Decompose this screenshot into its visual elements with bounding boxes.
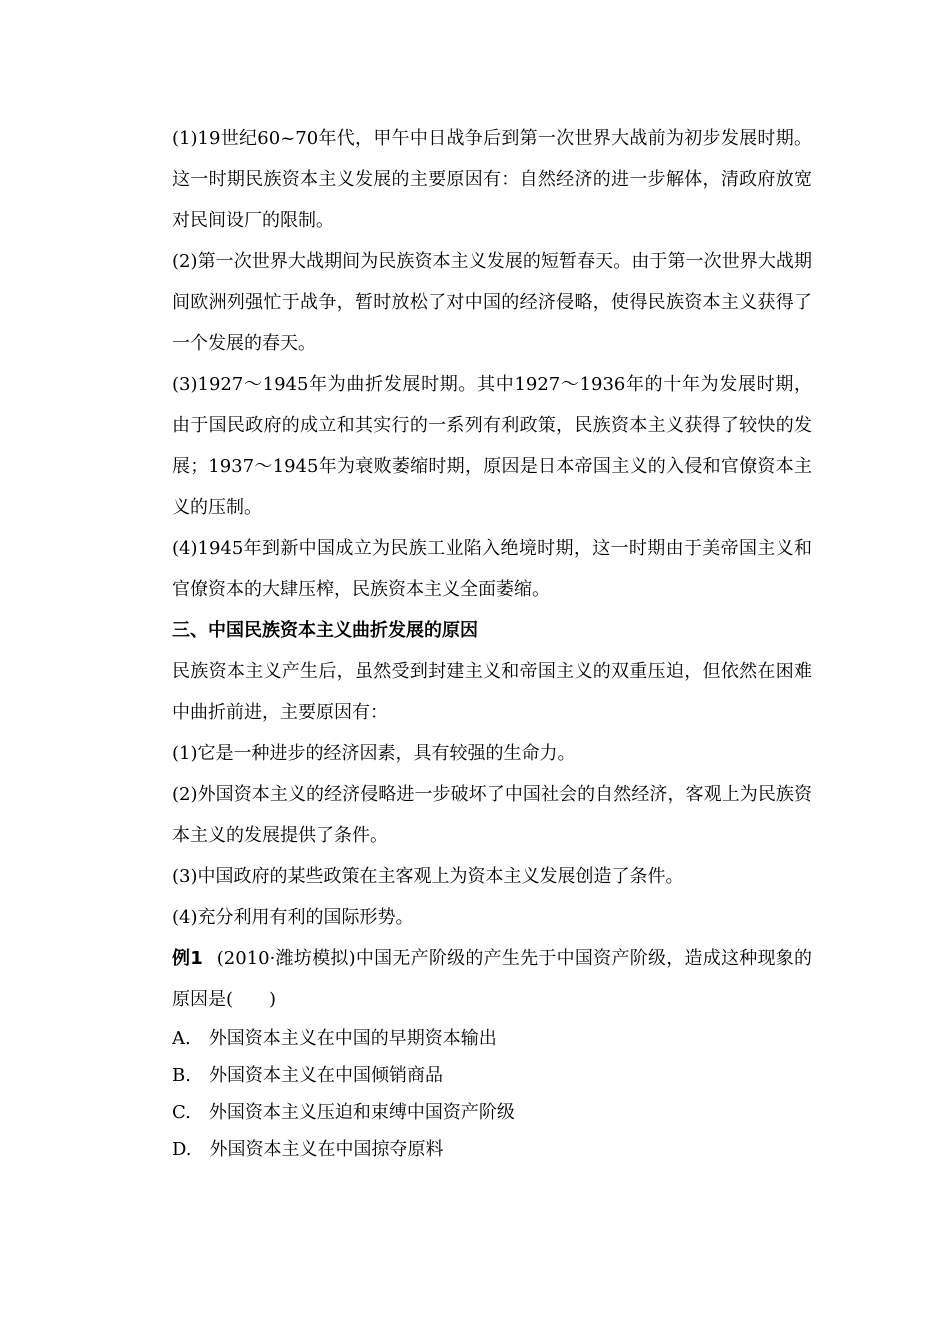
reason-item-2: (2)外国资本主义的经济侵略进一步破坏了中国社会的自然经济，客观上为民族资本主义的发展提供了条件。	[172, 784, 812, 846]
option-a: A. 外国资本主义在中国的早期资本输出	[172, 1028, 497, 1049]
reason-item-3: (3)中国政府的某些政策在主客观上为资本主义发展创造了条件。	[172, 866, 684, 887]
example-tag: 例1	[172, 948, 203, 969]
section-heading: 三、中国民族资本主义曲折发展的原因	[172, 620, 478, 641]
example-question	[172, 938, 812, 1020]
option-c: C. 外国资本主义压迫和束缚中国资产阶级	[172, 1102, 515, 1123]
option-d: D. 外国资本主义在中国掠夺原料	[172, 1139, 444, 1160]
paragraph-period-4: (4)1945年到新中国成立为民族工业陷入绝境时期，这一时期由于美帝国主义和官僚资本的大肆压榨，民族资本主义全面萎缩。	[172, 538, 812, 600]
option-b: B. 外国资本主义在中国倾销商品	[172, 1065, 443, 1086]
document-page	[172, 118, 812, 1168]
section-intro: 民族资本主义产生后，虽然受到封建主义和帝国主义的双重压迫，但依然在困难中曲折前进，主要原因有：	[172, 661, 812, 723]
reason-item-1: (1)它是一种进步的经济因素，具有较强的生命力。	[172, 743, 576, 764]
paragraph-period-3: (3)1927～1945年为曲折发展时期。其中1927～1936年的十年为发展时期，由于国民政府的成立和其实行的一系列有利政策，民族资本主义获得了较快的发展；1937～1945年为衰败萎缩时期，原因是日本帝国主义的入侵和官僚资本主义的压制。	[172, 374, 812, 518]
paragraph-period-2: (2)第一次世界大战期间为民族资本主义发展的短暂春天。由于第一次世界大战期间欧洲列强忙于战争，暂时放松了对中国的经济侵略，使得民族资本主义获得了一个发展的春天。	[172, 251, 812, 354]
example-question-text: (2010·潍坊模拟)中国无产阶级的产生先于中国资产阶级，造成这种现象的原因是( )	[172, 948, 812, 1010]
paragraph-period-1: (1)19世纪60~70年代，甲午中日战争后到第一次世界大战前为初步发展时期。这一时期民族资本主义发展的主要原因有：自然经济的进一步解体，清政府放宽对民间设厂的限制。	[172, 128, 812, 231]
reason-item-4: (4)充分利用有利的国际形势。	[172, 907, 414, 928]
